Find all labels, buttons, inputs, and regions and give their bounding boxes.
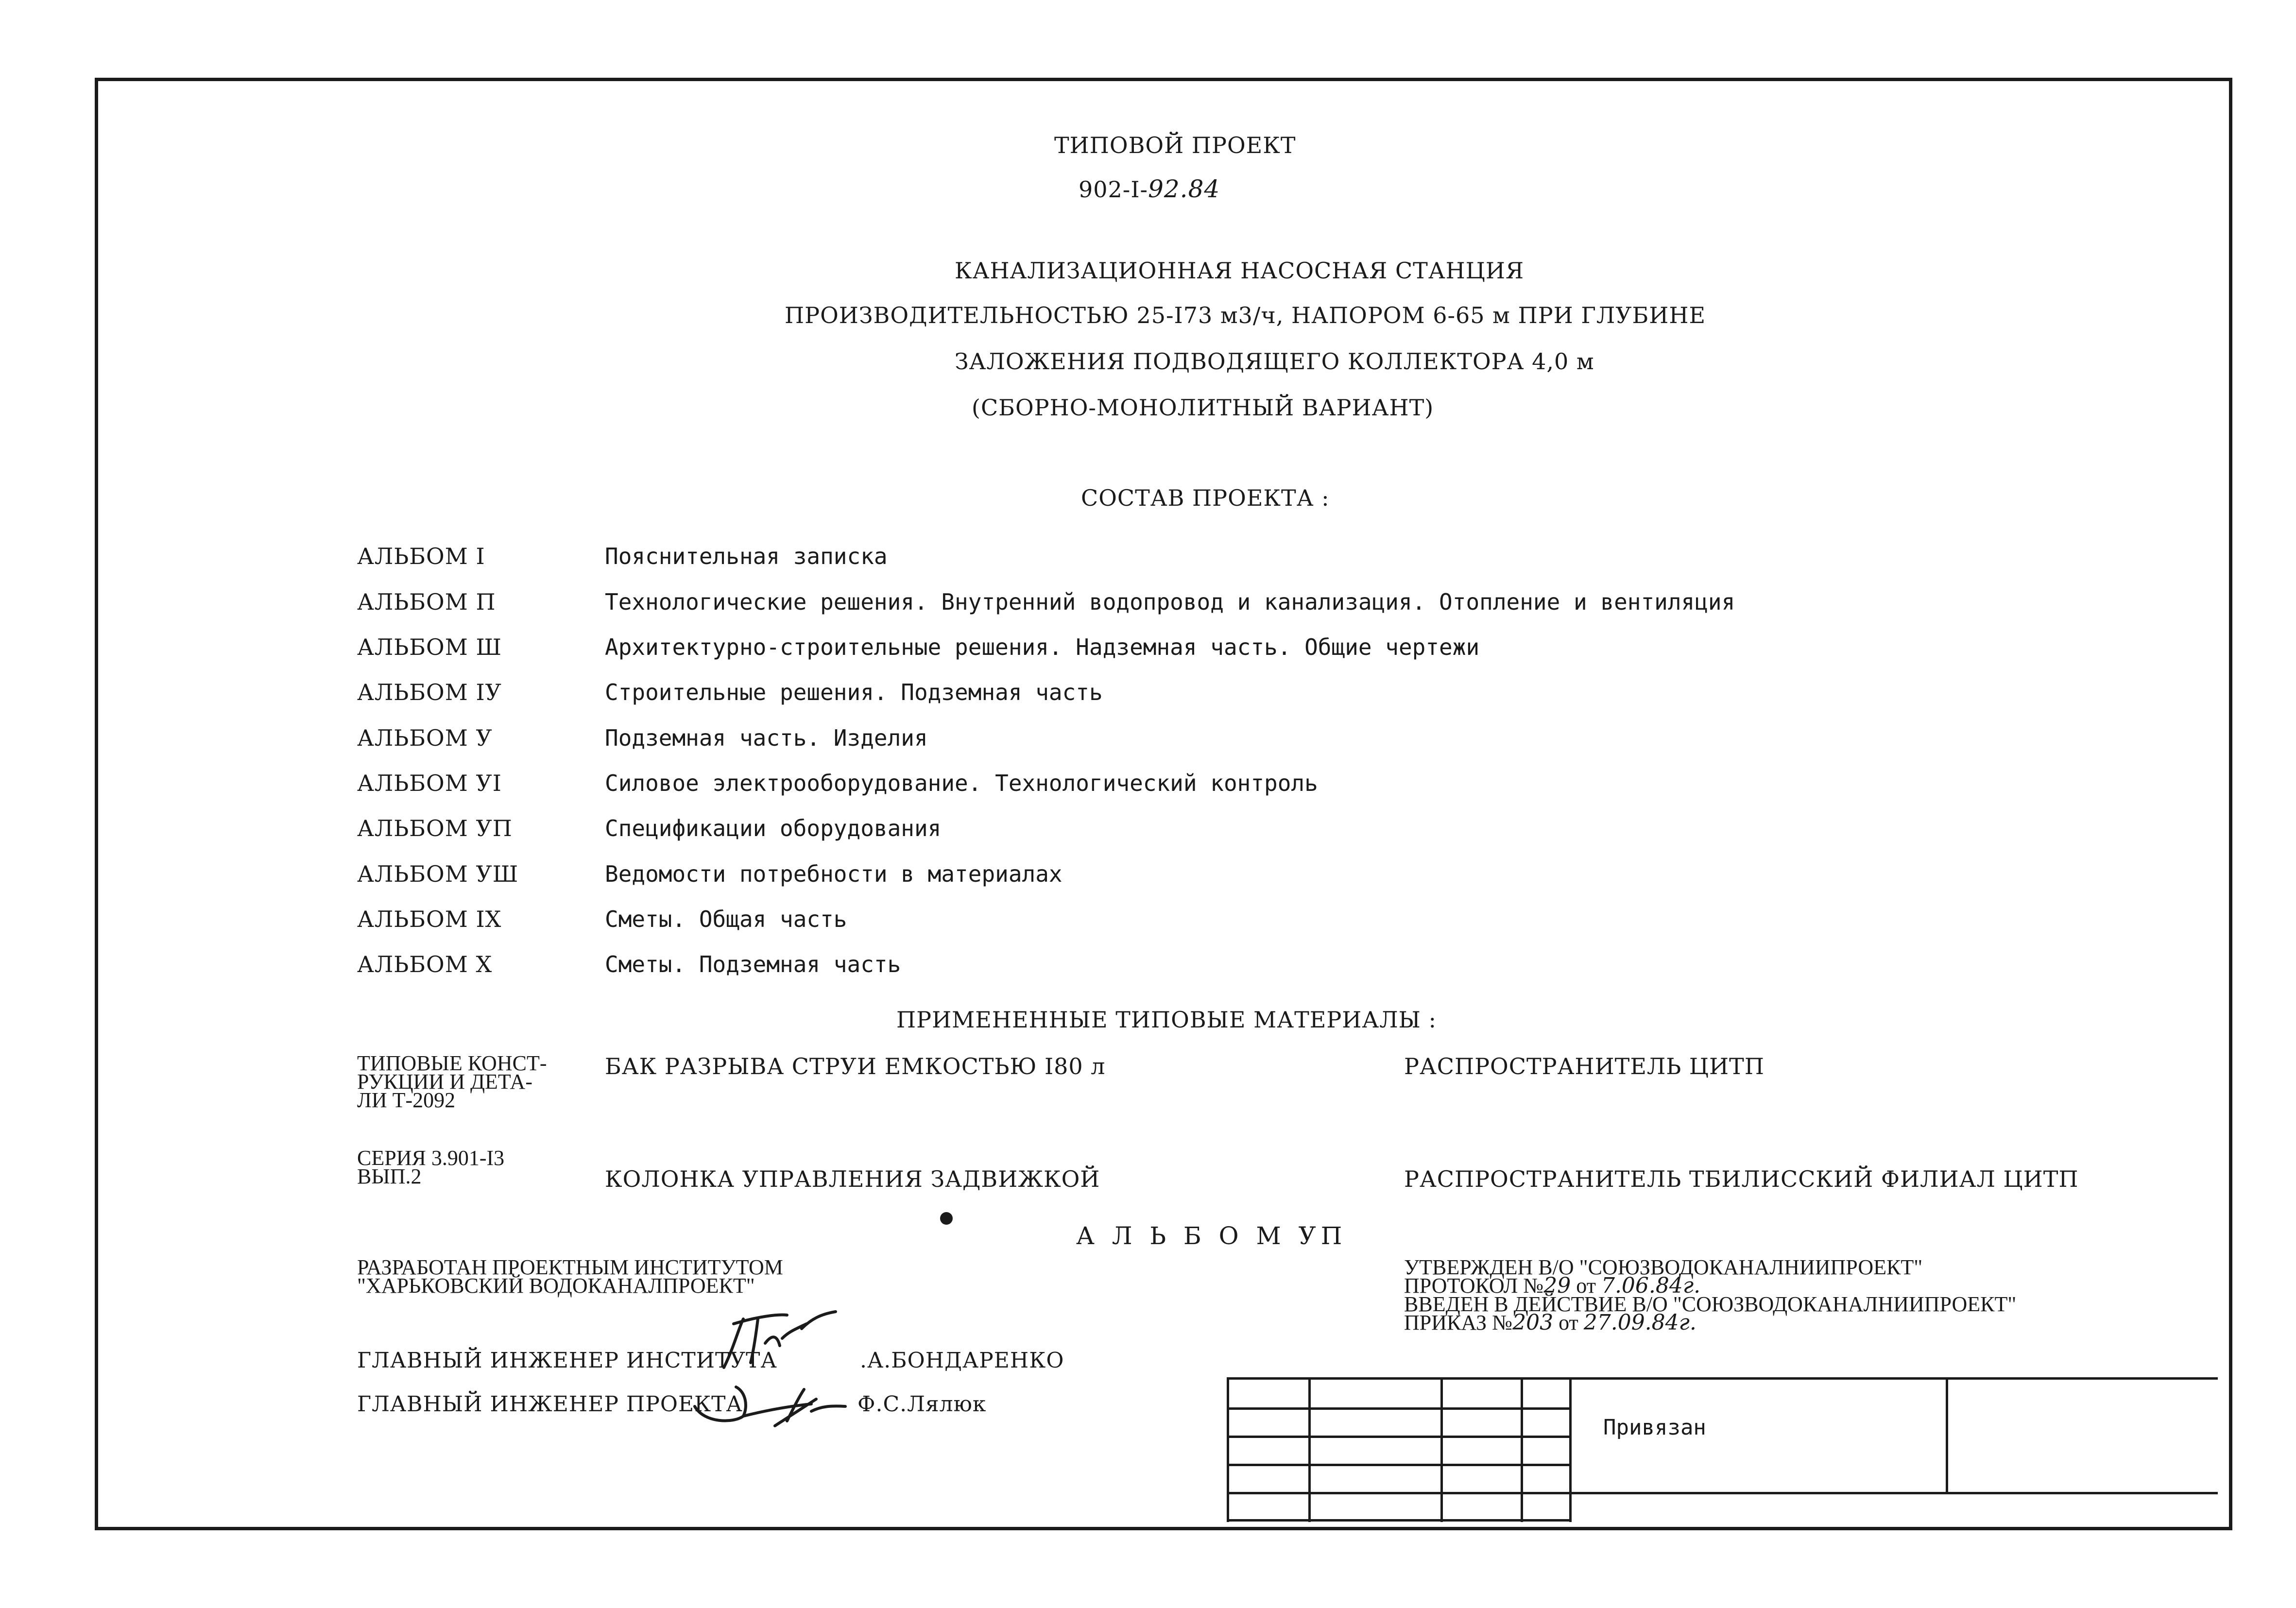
material-1-description: БАК РАЗРЫВА СТРУИ ЕМКОСТЬЮ I80 л (605, 1053, 1106, 1079)
material-1-distributor: РАСПРОСТРАНИТЕЛЬ ЦИТП (1404, 1053, 1765, 1079)
project-number: 902-I-92.84 (1079, 175, 1220, 203)
material-1-ref-line: РУКЦИИ И ДЕТА- (357, 1070, 532, 1094)
album-description: Строительные решения. Подземная часть (605, 679, 1103, 705)
ink-dot (940, 1212, 953, 1225)
developer-line: "ХАРЬКОВСКИЙ ВОДОКАНАЛПРОЕКТ" (357, 1274, 755, 1298)
album-description: Сметы. Общая часть (605, 906, 847, 932)
type-project-heading: ТИПОВОЙ ПРОЕКТ (1054, 132, 1296, 158)
material-1-reference (357, 1051, 547, 1112)
title-line-1: КАНАЛИЗАЦИОННАЯ НАСОСНАЯ СТАНЦИЯ (955, 257, 1525, 284)
signature-project (690, 1377, 855, 1433)
album-description: Ведомости потребности в материалах (605, 861, 1062, 887)
approval-line: ВВЕДЕН В ДЕЙСТВИЕ В/О "СОЮЗВОДОКАНАЛНИИПРОЕКТ" (1404, 1292, 2017, 1316)
material-2-ref-line: СЕРИЯ 3.901-I3 (357, 1146, 505, 1170)
tied-label: Привязан (1603, 1415, 1706, 1440)
album-name: АЛЬБОМ У (357, 725, 493, 751)
album-name: АЛЬБОМ IУ (357, 679, 502, 705)
chief-project-title: ГЛАВНЫЙ ИНЖЕНЕР ПРОЕКТА (357, 1392, 743, 1417)
title-line-3: ЗАЛОЖЕНИЯ ПОДВОДЯЩЕГО КОЛЛЕКТОРА 4,0 м (955, 348, 1594, 375)
album-description: Спецификации оборудования (605, 815, 942, 841)
album-description: Архитектурно-строительные решения. Надземная часть. Общие чертежи (605, 634, 1480, 660)
approval-block (1404, 1255, 2017, 1335)
material-2-distributor: РАСПРОСТРАНИТЕЛЬ ТБИЛИССКИЙ ФИЛИАЛ ЦИТП (1404, 1166, 2079, 1192)
material-1-ref-line: ТИПОВЫЕ КОНСТ- (357, 1051, 547, 1075)
album-description: Подземная часть. Изделия (605, 725, 928, 751)
signature-institute (704, 1290, 860, 1384)
album-description: Технологические решения. Внутренний водопровод и канализация. Отопление и вентиляция (605, 589, 1735, 615)
approval-order: ПРИКАЗ №203 от 27.09.84г. (1404, 1310, 1696, 1335)
approval-protocol: ПРОТОКОЛ №29 от 7.06.84г. (1404, 1273, 1701, 1298)
chief-institute-title: ГЛАВНЫЙ ИНЖЕНЕР ИНСТИТУТА (357, 1348, 777, 1373)
chief-institute-name: .А.БОНДАРЕНКО (860, 1348, 1064, 1373)
composition-heading: СОСТАВ ПРОЕКТА : (1081, 485, 1330, 511)
materials-heading: ПРИМЕНЕННЫЕ ТИПОВЫЕ МАТЕРИАЛЫ : (896, 1007, 1437, 1033)
album-description: Силовое электрооборудование. Технологический контроль (605, 770, 1318, 796)
material-2-ref-line: ВЫП.2 (357, 1164, 422, 1188)
title-line-2: ПРОИЗВОДИТЕЛЬНОСТЬЮ 25-I73 м3/ч, НАПОРОМ 6-65 м ПРИ ГЛУБИНЕ (785, 302, 1706, 328)
album-description: Сметы. Подземная часть (605, 951, 901, 977)
album-label: А Л Ь Б О М УП (1076, 1222, 1347, 1250)
material-2-reference (357, 1146, 505, 1188)
material-2-description: КОЛОНКА УПРАВЛЕНИЯ ЗАДВИЖКОЙ (605, 1166, 1100, 1192)
album-name: АЛЬБОМ IX (357, 906, 502, 932)
album-name: АЛЬБОМ I (357, 543, 485, 569)
album-name: АЛЬБОМ П (357, 589, 496, 615)
chief-project-name: Ф.С.Лялюк (857, 1392, 987, 1417)
album-name: АЛЬБОМ УШ (357, 861, 519, 887)
album-name: АЛЬБОМ УП (357, 815, 513, 841)
title-line-4: (СБОРНО-МОНОЛИТНЫЙ ВАРИАНТ) (972, 394, 1434, 421)
approval-line: УТВЕРЖДЕН В/О "СОЮЗВОДОКАНАЛНИИПРОЕКТ" (1404, 1255, 1923, 1279)
album-name: АЛЬБОМ Ш (357, 634, 502, 660)
developer-line: РАЗРАБОТАН ПРОЕКТНЫМ ИНСТИТУТОМ (357, 1255, 783, 1279)
album-name: АЛЬБОМ УI (357, 770, 502, 796)
album-name: АЛЬБОМ X (357, 951, 493, 977)
material-1-ref-line: ЛИ Т-2092 (357, 1088, 456, 1112)
album-description: Пояснительная записка (605, 543, 888, 569)
